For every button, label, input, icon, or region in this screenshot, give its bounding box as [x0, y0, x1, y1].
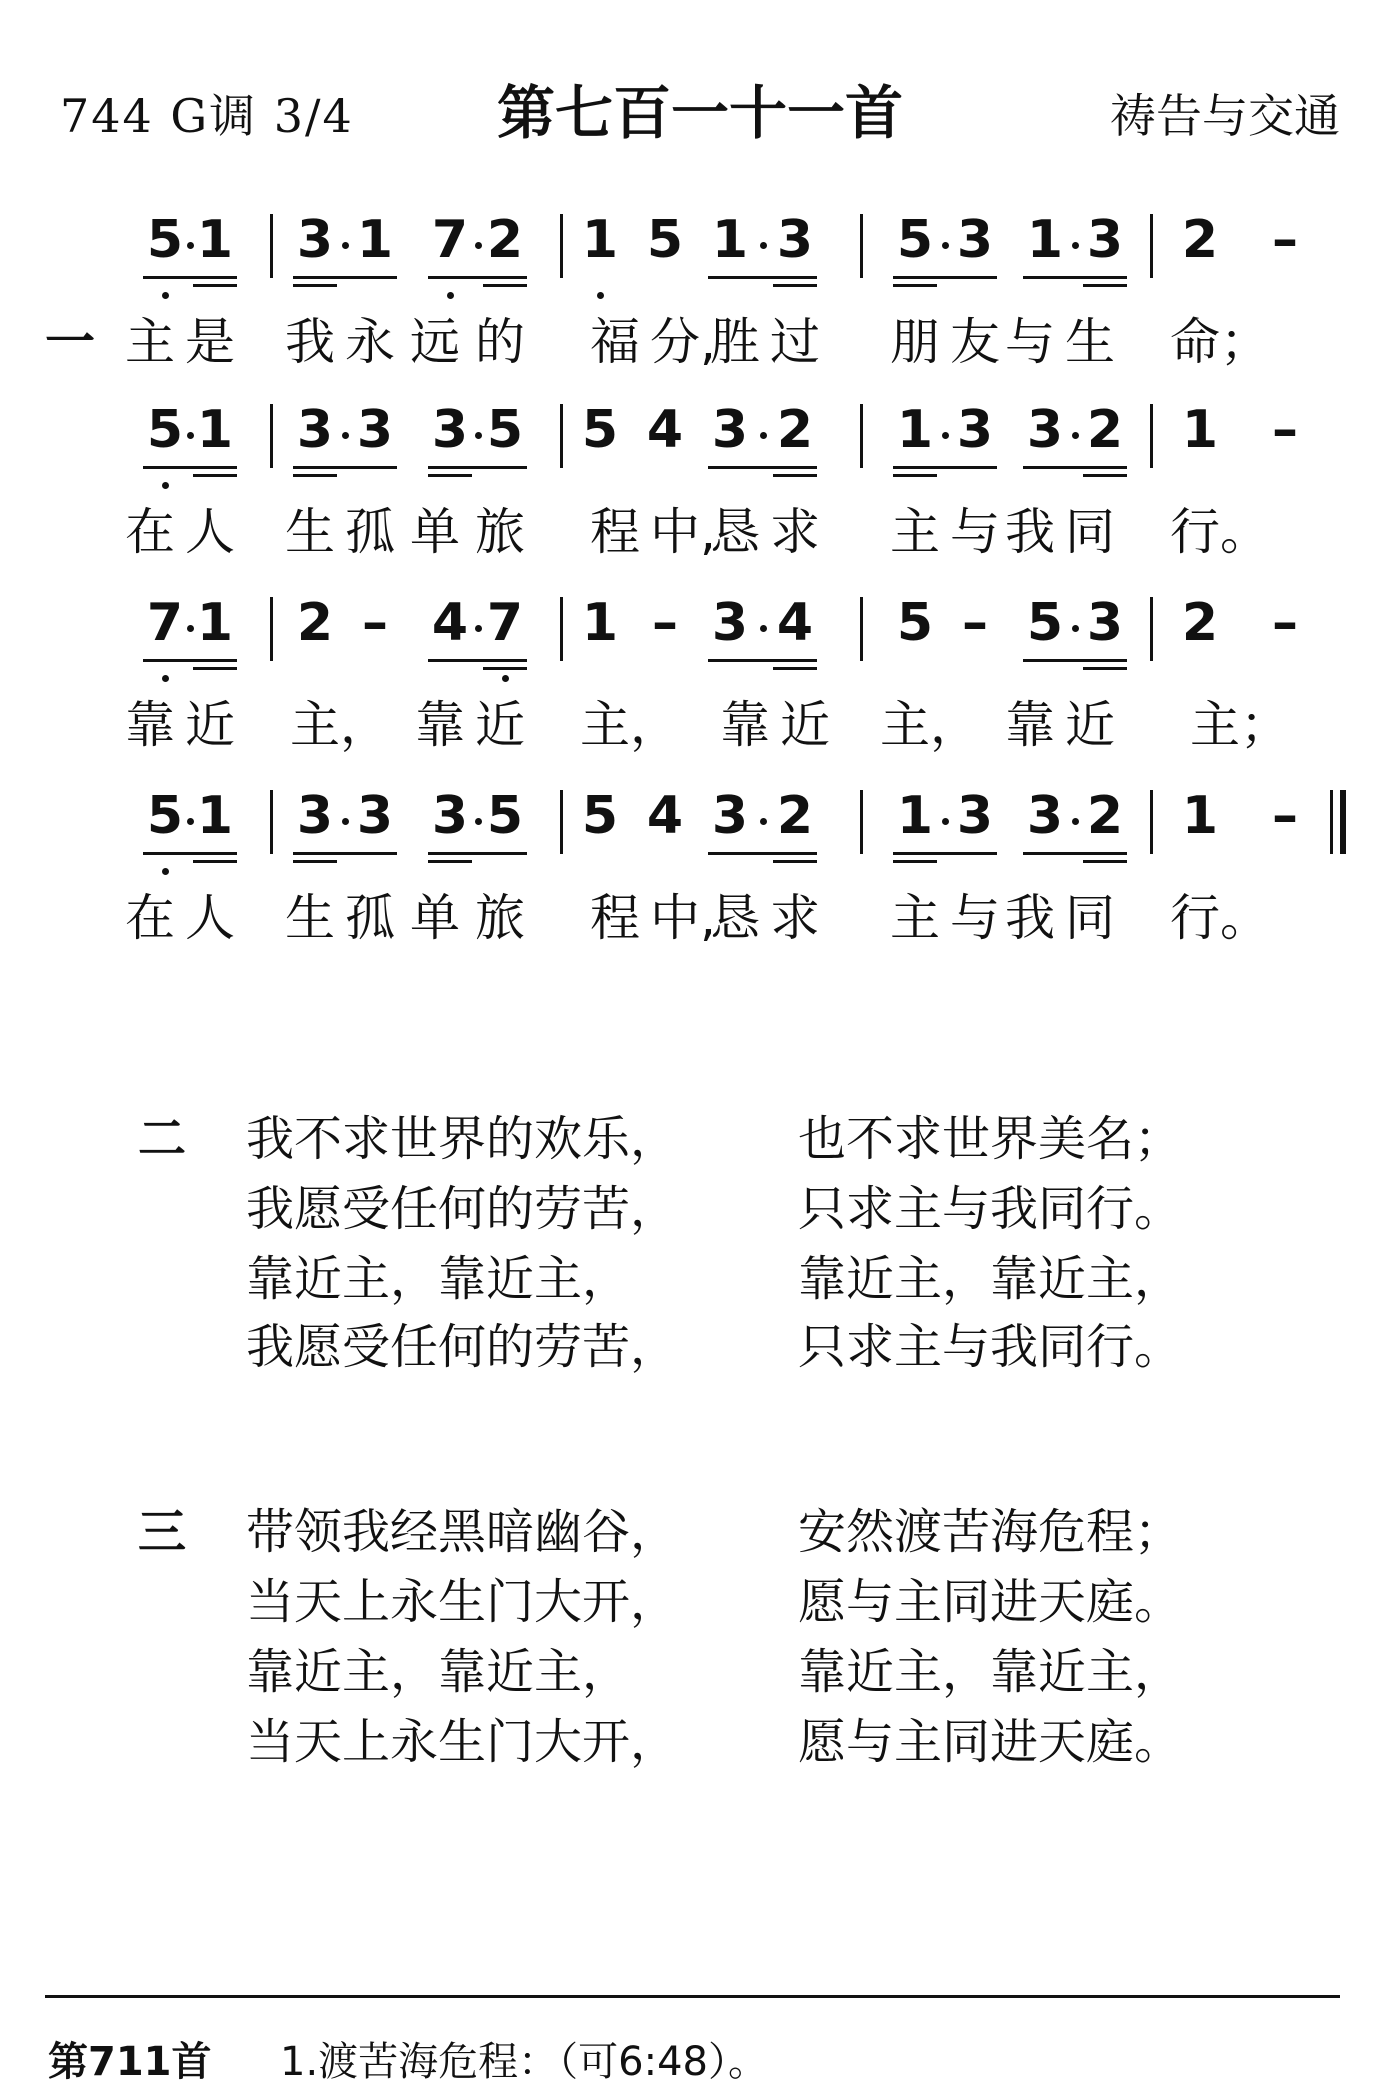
augmentation-dot — [1072, 432, 1079, 439]
note: 1 — [196, 593, 234, 653]
lyrics-row — [0, 302, 1400, 372]
lyric-syllable: 靠 — [125, 696, 175, 754]
note: 3 — [711, 400, 749, 460]
lyric-syllable: 孤 — [345, 503, 395, 561]
hymn-number-key-time: 744 G调 3/4 — [60, 89, 354, 143]
lyric-syllable: 人 — [185, 503, 235, 561]
lyric-syllable: 主； — [1190, 696, 1290, 754]
note: 1 — [196, 210, 234, 270]
lyric-syllable: 靠 — [415, 696, 465, 754]
bar-line — [560, 214, 563, 278]
augmentation-dot — [760, 625, 767, 632]
note: 3 — [956, 786, 994, 846]
note: 5 — [581, 400, 619, 460]
score-system-3 — [0, 593, 1400, 763]
bar-line — [1150, 214, 1153, 278]
beam-line — [293, 474, 337, 477]
verse-line-left: 我愿受任何的劳苦， — [246, 1319, 679, 1375]
beam-line — [893, 466, 997, 469]
lyric-syllable: 行。 — [1170, 503, 1270, 561]
beam-line — [1083, 284, 1127, 287]
lyric-syllable: 求 — [770, 503, 820, 561]
note: 1 — [1181, 786, 1219, 846]
beam-line — [143, 276, 237, 279]
notes-row — [0, 210, 1400, 300]
footnote-text: 1.渡苦海危程：（可6:48）。 — [280, 2039, 768, 2085]
page-title: 第七百一十一首 — [496, 79, 903, 147]
lyric-syllable: 生 — [285, 889, 335, 947]
beam-line — [428, 474, 472, 477]
lyric-syllable: 的 — [475, 313, 525, 371]
verse-line-right: 只求主与我同行。 — [798, 1181, 1183, 1237]
bar-line — [860, 790, 863, 854]
beam-line — [1083, 474, 1127, 477]
augmentation-dot — [942, 242, 949, 249]
note: 3 — [431, 400, 469, 460]
beam-line — [773, 284, 817, 287]
beam-line — [1023, 852, 1127, 855]
note: 3 — [296, 210, 334, 270]
augmentation-dot — [942, 432, 949, 439]
lyric-syllable: 靠 — [1005, 696, 1055, 754]
lyric-syllable: 朋 — [890, 313, 940, 371]
note: 4 — [646, 786, 684, 846]
augmentation-dot — [187, 242, 194, 249]
beam-line — [708, 659, 817, 662]
final-bar-line — [1340, 790, 1346, 854]
beam-line — [428, 860, 472, 863]
verse-line-right: 安然渡苦海危程； — [798, 1504, 1183, 1560]
lyrics-row — [0, 878, 1400, 948]
note: 1 — [581, 210, 619, 270]
beam-line — [428, 276, 527, 279]
final-bar-line — [1330, 790, 1333, 854]
lyric-syllable: 靠 — [720, 696, 770, 754]
bar-line — [860, 214, 863, 278]
lyric-syllable: 旅 — [475, 503, 525, 561]
note: 3 — [296, 400, 334, 460]
note: 5 — [146, 400, 184, 460]
note: 3 — [356, 400, 394, 460]
verse-line-left: 靠近主，靠近主， — [246, 1644, 631, 1700]
lyric-syllable: 友 — [950, 313, 1000, 371]
bar-line — [1150, 790, 1153, 854]
note: 2 — [1086, 400, 1124, 460]
beam-line — [293, 276, 397, 279]
note: 2 — [1181, 593, 1219, 653]
note: 5 — [146, 786, 184, 846]
score-system-2 — [0, 400, 1400, 570]
augmentation-dot — [760, 818, 767, 825]
bar-line — [270, 214, 273, 278]
footer-rule — [45, 1995, 1340, 1998]
beam-line — [893, 860, 937, 863]
augmentation-dot — [475, 432, 482, 439]
beam-line — [1083, 860, 1127, 863]
note: 5 — [1026, 593, 1064, 653]
lyric-syllable: 生 — [285, 503, 335, 561]
note: 1 — [196, 786, 234, 846]
lyric-syllable: 孤 — [345, 889, 395, 947]
note: 2 — [296, 593, 334, 653]
note: 5 — [896, 593, 934, 653]
lyric-syllable: 在 — [125, 503, 175, 561]
bar-line — [270, 597, 273, 661]
lyric-syllable: 与 — [1005, 313, 1055, 371]
lyric-syllable: 中, — [650, 503, 716, 561]
lyric-syllable: 我 — [285, 313, 335, 371]
note: 5 — [896, 210, 934, 270]
beam-line — [1023, 466, 1127, 469]
augmentation-dot — [342, 818, 349, 825]
beam-line — [143, 852, 237, 855]
verse-line-left: 带领我经黑暗幽谷， — [246, 1504, 679, 1560]
lyric-syllable: 胜 — [710, 313, 760, 371]
verse-line-left: 靠近主，靠近主， — [246, 1251, 631, 1307]
hold-dash: – — [362, 593, 388, 653]
lyric-syllable: 程 — [590, 889, 640, 947]
beam-line — [293, 860, 337, 863]
note: 3 — [1026, 400, 1064, 460]
augmentation-dot — [342, 432, 349, 439]
verse-number: 二 — [138, 1111, 187, 1167]
lyrics-row — [0, 685, 1400, 755]
verse-line-right: 靠近主，靠近主， — [798, 1644, 1183, 1700]
lyric-syllable: 与 — [950, 503, 1000, 561]
category-label: 祷告与交通 — [1110, 89, 1340, 143]
beam-line — [193, 667, 237, 670]
hold-dash: – — [1272, 786, 1298, 846]
augmentation-dot — [475, 242, 482, 249]
bar-line — [270, 404, 273, 468]
score-system-4 — [0, 786, 1400, 956]
beam-line — [893, 474, 937, 477]
beam-line — [428, 852, 527, 855]
lyric-syllable: 主 — [890, 889, 940, 947]
bar-line — [560, 404, 563, 468]
note: 5 — [486, 786, 524, 846]
note: 3 — [296, 786, 334, 846]
note: 1 — [896, 400, 934, 460]
notes-row — [0, 400, 1400, 490]
note: 4 — [776, 593, 814, 653]
note: 7 — [431, 210, 469, 270]
note: 3 — [711, 593, 749, 653]
lyric-syllable: 同 — [1065, 503, 1115, 561]
lyric-syllable: 行。 — [1170, 889, 1270, 947]
hold-dash: – — [1272, 400, 1298, 460]
note: 7 — [146, 593, 184, 653]
note: 1 — [1026, 210, 1064, 270]
lyric-syllable: 在 — [125, 889, 175, 947]
score-system-1 — [0, 210, 1400, 380]
notes-row — [0, 593, 1400, 683]
lyric-syllable: 福 — [590, 313, 640, 371]
note: 3 — [1026, 786, 1064, 846]
hold-dash: – — [962, 593, 988, 653]
verse-line-right: 也不求世界美名； — [798, 1111, 1183, 1167]
verse-line-left: 当天上永生门大开， — [246, 1574, 679, 1630]
beam-line — [1083, 667, 1127, 670]
bar-line — [860, 404, 863, 468]
bar-line — [560, 597, 563, 661]
lyric-syllable: 同 — [1065, 889, 1115, 947]
bar-line — [1150, 404, 1153, 468]
lyric-syllable: 生 — [1065, 313, 1115, 371]
augmentation-dot — [1072, 242, 1079, 249]
low-octave-dot — [162, 868, 169, 875]
beam-line — [428, 466, 527, 469]
lyric-syllable: 远 — [410, 313, 460, 371]
note: 3 — [776, 210, 814, 270]
notes-row — [0, 786, 1400, 876]
verse-line-right: 靠近主，靠近主， — [798, 1251, 1183, 1307]
hold-dash: – — [652, 593, 678, 653]
bar-line — [860, 597, 863, 661]
lyric-syllable: 是 — [185, 313, 235, 371]
verse-number: 三 — [138, 1504, 187, 1560]
note: 3 — [356, 786, 394, 846]
beam-line — [773, 860, 817, 863]
note: 2 — [1181, 210, 1219, 270]
verse-line-left: 我不求世界的欢乐， — [246, 1111, 679, 1167]
beam-line — [293, 284, 337, 287]
note: 3 — [1086, 593, 1124, 653]
footnote-hymn: 第711首 — [48, 2039, 212, 2085]
beam-line — [483, 284, 527, 287]
lyric-syllable: 程 — [590, 503, 640, 561]
note: 4 — [646, 400, 684, 460]
hold-dash: – — [1272, 210, 1298, 270]
verse-line-right: 只求主与我同行。 — [798, 1319, 1183, 1375]
lyric-syllable: 单 — [410, 503, 460, 561]
lyric-syllable: 与 — [950, 889, 1000, 947]
low-octave-dot — [502, 675, 509, 682]
beam-line — [483, 667, 527, 670]
lyric-syllable: 近 — [185, 696, 235, 754]
lyric-syllable: 主， — [880, 696, 980, 754]
lyric-syllable: 过 — [770, 313, 820, 371]
verse-line-right: 愿与主同进天庭。 — [798, 1714, 1183, 1770]
augmentation-dot — [187, 625, 194, 632]
note: 3 — [431, 786, 469, 846]
note: 4 — [431, 593, 469, 653]
lyric-syllable: 永 — [345, 313, 395, 371]
augmentation-dot — [187, 432, 194, 439]
augmentation-dot — [342, 242, 349, 249]
verse-marker: 一 — [45, 313, 95, 371]
beam-line — [143, 659, 237, 662]
note: 1 — [1181, 400, 1219, 460]
lyric-syllable: 主 — [125, 313, 175, 371]
low-octave-dot — [447, 292, 454, 299]
note: 3 — [711, 786, 749, 846]
beam-line — [428, 659, 527, 662]
bar-line — [1150, 597, 1153, 661]
augmentation-dot — [1072, 818, 1079, 825]
note: 2 — [486, 210, 524, 270]
beam-line — [293, 852, 397, 855]
note: 3 — [1086, 210, 1124, 270]
lyrics-row — [0, 492, 1400, 562]
beam-line — [893, 852, 997, 855]
note: 5 — [486, 400, 524, 460]
note: 3 — [956, 210, 994, 270]
augmentation-dot — [475, 625, 482, 632]
bar-line — [270, 790, 273, 854]
lyric-syllable: 旅 — [475, 889, 525, 947]
note: 5 — [146, 210, 184, 270]
beam-line — [708, 852, 817, 855]
lyric-syllable: 近 — [780, 696, 830, 754]
beam-line — [708, 276, 817, 279]
beam-line — [708, 466, 817, 469]
note: 5 — [646, 210, 684, 270]
note: 1 — [196, 400, 234, 460]
bar-line — [560, 790, 563, 854]
note: 7 — [486, 593, 524, 653]
hold-dash: – — [1272, 593, 1298, 653]
low-octave-dot — [162, 292, 169, 299]
verse-line-right: 愿与主同进天庭。 — [798, 1574, 1183, 1630]
low-octave-dot — [162, 482, 169, 489]
beam-line — [773, 474, 817, 477]
note: 2 — [1086, 786, 1124, 846]
low-octave-dot — [597, 292, 604, 299]
lyric-syllable: 我 — [1005, 889, 1055, 947]
beam-line — [893, 276, 997, 279]
note: 2 — [776, 400, 814, 460]
beam-line — [193, 860, 237, 863]
verse-line-left: 我愿受任何的劳苦， — [246, 1181, 679, 1237]
augmentation-dot — [760, 432, 767, 439]
beam-line — [293, 466, 397, 469]
beam-line — [1023, 659, 1127, 662]
beam-line — [143, 466, 237, 469]
lyric-syllable: 恳 — [710, 889, 760, 947]
lyric-syllable: 主， — [290, 696, 390, 754]
beam-line — [193, 474, 237, 477]
lyric-syllable: 主， — [580, 696, 680, 754]
beam-line — [773, 667, 817, 670]
lyric-syllable: 恳 — [710, 503, 760, 561]
lyric-syllable: 近 — [475, 696, 525, 754]
lyric-syllable: 中, — [650, 889, 716, 947]
lyric-syllable: 分, — [650, 313, 716, 371]
low-octave-dot — [162, 675, 169, 682]
beam-line — [893, 284, 937, 287]
augmentation-dot — [187, 818, 194, 825]
note: 1 — [581, 593, 619, 653]
lyric-syllable: 单 — [410, 889, 460, 947]
note: 5 — [581, 786, 619, 846]
lyric-syllable: 求 — [770, 889, 820, 947]
augmentation-dot — [760, 242, 767, 249]
lyric-syllable: 我 — [1005, 503, 1055, 561]
augmentation-dot — [942, 818, 949, 825]
note: 1 — [711, 210, 749, 270]
beam-line — [193, 284, 237, 287]
augmentation-dot — [1072, 625, 1079, 632]
beam-line — [1023, 276, 1127, 279]
note: 2 — [776, 786, 814, 846]
note: 1 — [896, 786, 934, 846]
lyric-syllable: 主 — [890, 503, 940, 561]
augmentation-dot — [475, 818, 482, 825]
note: 3 — [956, 400, 994, 460]
lyric-syllable: 人 — [185, 889, 235, 947]
lyric-syllable: 命； — [1170, 313, 1270, 371]
lyric-syllable: 近 — [1065, 696, 1115, 754]
note: 1 — [356, 210, 394, 270]
verse-line-left: 当天上永生门大开， — [246, 1714, 679, 1770]
